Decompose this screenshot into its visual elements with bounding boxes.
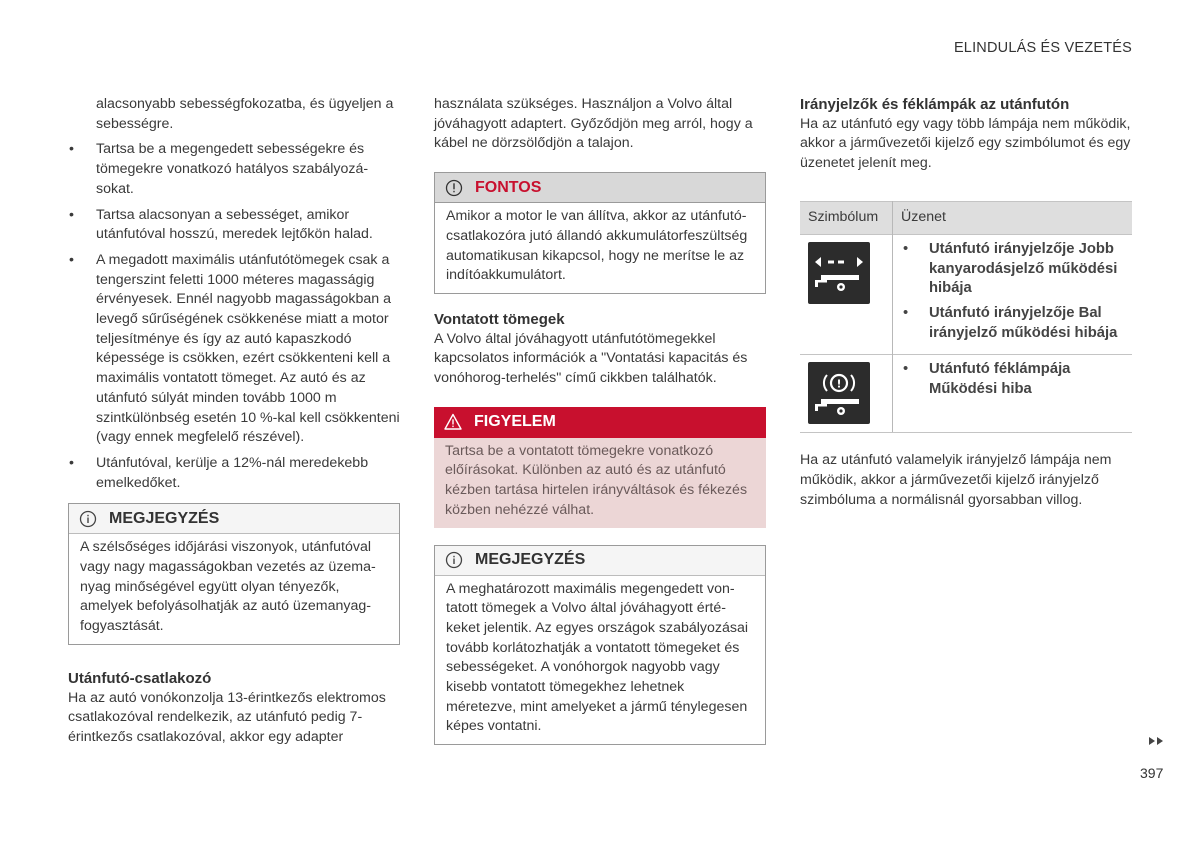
warning-triangle-icon <box>444 413 462 431</box>
important-header <box>435 173 765 203</box>
signals-heading: Irányjelzők és féklámpák az utánfutón <box>800 96 1070 113</box>
bullet-marker: • <box>69 454 74 471</box>
bullet-marker: • <box>69 141 74 158</box>
warning-title: FIGYELEM <box>474 413 556 431</box>
list-item: • Tartsa be a megengedett sebességekre és tömegekre vonatkozó hatályos szabályozásokat. <box>69 141 369 197</box>
exclamation-icon <box>445 179 463 197</box>
trailer-turn-signal-icon <box>808 242 870 304</box>
warning-text: Tartsa be a vontatott tömegekre vonatkozó előírásokat. Különben az autó és az utánfutó kézben tartása hirtelen irányváltások és fékezés közben nehézzé válhat. <box>434 438 766 528</box>
note-box-2 <box>434 545 766 746</box>
towed-text: A Volvo által jóváhagyott utánfutótömegekkel kapcsolatos információk a "Vontatási kapacitás és vonóhorog-terhelés" című cikkben találhatók. <box>434 330 748 387</box>
message-item: • Utánfutó irányjelzője Bal irányjelző működési hibája <box>903 304 1118 341</box>
section-title: ELINDULÁS ÉS VEZETÉS <box>953 40 1132 56</box>
bullet-marker: • <box>903 361 909 378</box>
info-icon <box>79 510 97 528</box>
list-item: • Utánfutóval, kerülje a 12%-nál meredekebb emelkedőket. <box>69 454 369 491</box>
svg-text:!: ! <box>836 377 842 391</box>
note-header <box>69 504 399 534</box>
column-2 <box>434 95 766 745</box>
bullet-marker: • <box>69 206 74 223</box>
note-title-2: MEGJEGYZÉS <box>475 551 586 569</box>
message-item: • Utánfutó irányjelzője Jobb kanyarodásjelző működési hibája <box>903 240 1118 297</box>
important-title: FONTOS <box>475 178 542 196</box>
page-number: 397 <box>1140 765 1164 781</box>
note-text-2: A meghatározott maximális megengedett vontatott tömegek a Volvo által jóváhagyott értékeket jelentik. Az egyes országok szabályozásai tovább korlátozhatják a vontatott tömegeket és sebességeket. A vonóhorgok nagyobb vagy kisebb vontatott tömegekhez lehetnek méretezve, mint amelyeket a jármű ténylegesen képes vontatni. <box>446 580 749 735</box>
column-3 <box>800 95 1132 510</box>
connector-heading: Utánfutó-csatlakozó <box>68 669 212 687</box>
column-1 <box>68 95 400 748</box>
after-table-text: Ha az utánfutó valamelyik irányjelző lámpája nem működik, akkor a járművezetői kijelző irányjelző szimbóluma a normálisnál gyorsabban villog. <box>800 452 1112 508</box>
table-row <box>800 355 1132 433</box>
note-text: A szélsőséges időjárási viszonyok, utánfutóval vagy nagy magasságokban vezetés az üzemanyag minőségével együtt olyan tényezők, amelyek befolyásolhatják az autó üzemanyagfogyasztását. <box>80 539 376 635</box>
note-title: MEGJEGYZÉS <box>109 510 220 527</box>
bullet-list <box>68 95 400 493</box>
warning-box <box>434 407 766 528</box>
warning-header <box>434 407 766 438</box>
intro-text: használata szükséges. Használjon a Volvo által jóváhagyott adaptert. Győződjön meg arról, hogy a kábel ne dörzsölődjön a talajon. <box>434 96 753 152</box>
list-item: • Tartsa alacsonyan a sebességet, amikor utánfutóval hosszú, meredek lejtőkön halad. <box>69 206 373 243</box>
signals-intro: Ha az utánfutó egy vagy több lámpája nem működik, akkor a járművezetői kijelző egy szimbólumot és egy üzenetet jelenít meg. <box>800 115 1131 172</box>
list-item: alacsonyabb sebességfokozatba, és ügyeljen a sebességre. <box>96 96 394 132</box>
bullet-marker: • <box>69 251 74 268</box>
important-box <box>434 172 766 294</box>
bullet-marker: • <box>903 304 909 321</box>
column-header-symbol: Szimbólum <box>800 201 893 234</box>
table-row <box>800 234 1132 355</box>
connector-text: Ha az autó vonókonzolja 13-érintkezős elektromos csatlakozóval rendelkezik, az utánfutó pedig 7-érintkezős csatlakozóval, akkor egy adapter <box>68 689 386 745</box>
bullet-marker: • <box>903 240 909 257</box>
symbol-table <box>800 201 1132 434</box>
table-header-row <box>800 201 1132 234</box>
info-icon <box>445 551 463 569</box>
note-header-2 <box>435 546 765 576</box>
trailer-brake-light-icon <box>808 362 870 424</box>
column-header-message: Üzenet <box>893 201 1133 234</box>
continue-arrows-icon <box>1148 734 1166 754</box>
towed-heading: Vontatott tömegek <box>434 310 565 328</box>
message-item: • Utánfutó féklámpája Működési hiba <box>903 361 1071 398</box>
note-box <box>68 503 400 645</box>
list-item: • A megadott maximális utánfutótömegek csak a tengerszint feletti 1000 méteres magasságig érvényesek. Ennél nagyobb magasságokban a levegő sűrűségének csökkenése miatt a motor teljesítménye és így az autó kapaszkodó képessége is csökken, ezért csökkenteni kell a maximális vontatott tömeget. Az autó és az utánfutó súlyát minden tovább 1000 m szintkülönbség esetén 10 %-kal kell csökkenteni (vagy ennek megfelelő részével). <box>69 251 400 446</box>
important-text: Amikor a motor le van állítva, akkor az utánfutó-csatlakozóra jutó állandó akkumulátorfeszültség automatikusan kikapcsol, hogy ne merítse le az indítóakkumulátort. <box>446 208 748 284</box>
